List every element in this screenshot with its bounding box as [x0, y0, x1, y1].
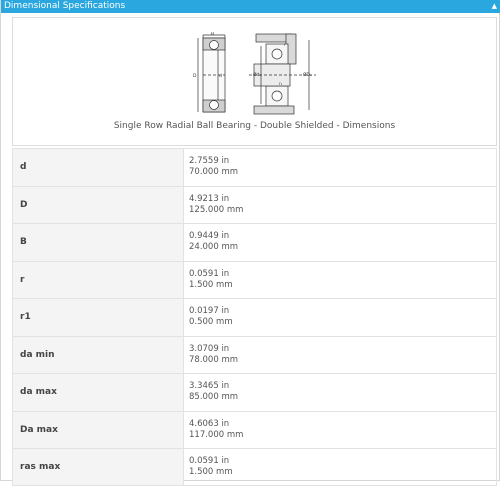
label-Da: ØDₐ — [303, 73, 312, 78]
spec-value-mm: 117.000 mm — [189, 429, 244, 440]
spec-value-inch: 0.9449 in — [189, 231, 230, 242]
label-D: D — [193, 74, 197, 79]
spec-value-inch: 3.0709 in — [189, 343, 230, 354]
label-B: B — [211, 32, 215, 37]
table-row — [12, 373, 497, 411]
spec-value-mm: 125.000 mm — [189, 204, 244, 215]
spec-value-inch: 0.0197 in — [189, 306, 230, 317]
label-r: r — [284, 42, 286, 47]
spec-value-inch: 4.6063 in — [189, 418, 230, 429]
panel-header[interactable] — [1, 0, 500, 13]
spec-label: B — [12, 224, 184, 261]
table-row — [12, 186, 497, 224]
table-row — [12, 261, 497, 299]
table-row — [12, 448, 497, 486]
spec-value-mm: 85.000 mm — [189, 392, 239, 403]
spec-value-mm: 24.000 mm — [189, 242, 239, 253]
spec-value — [184, 412, 497, 449]
label-d: d — [219, 74, 222, 79]
table-row — [12, 223, 497, 261]
spec-value — [184, 224, 497, 261]
spec-value — [184, 299, 497, 336]
spec-label: d — [12, 149, 184, 186]
spec-value-mm: 70.000 mm — [189, 167, 239, 178]
spec-label: ras max — [12, 449, 184, 485]
panel-title: Dimensional Specifications — [4, 1, 126, 11]
spec-value — [184, 187, 497, 224]
spec-value-mm: 1.500 mm — [189, 279, 233, 290]
spec-table — [12, 148, 497, 486]
label-r1: r₁ — [279, 81, 283, 86]
spec-label: da min — [12, 337, 184, 374]
table-row — [12, 298, 497, 336]
spec-value — [184, 374, 497, 411]
spec-value — [184, 262, 497, 299]
figure-caption: Single Row Radial Ball Bearing - Double Shielded - Dimensions — [113, 121, 396, 131]
spec-value-inch: 3.3465 in — [189, 381, 230, 392]
spec-value-mm: 0.500 mm — [189, 317, 233, 328]
spec-label: Da max — [12, 412, 184, 449]
table-row — [12, 336, 497, 374]
bearing-figure — [12, 17, 497, 146]
spec-value — [184, 337, 497, 374]
bearing-dimension-diagram — [191, 32, 331, 118]
chevron-up-icon[interactable]: ▲ — [491, 2, 497, 10]
label-da: Ødₐ — [253, 73, 262, 78]
spec-value-inch: 4.9213 in — [189, 193, 230, 204]
spec-value-inch: 0.0591 in — [189, 268, 230, 279]
spec-value-inch: 0.0591 in — [189, 455, 230, 466]
spec-value-mm: 1.500 mm — [189, 466, 233, 477]
spec-label: D — [12, 187, 184, 224]
spec-value — [184, 149, 497, 186]
spec-label: da max — [12, 374, 184, 411]
spec-label: r1 — [12, 299, 184, 336]
table-row — [12, 148, 497, 186]
spec-value-mm: 78.000 mm — [189, 354, 239, 365]
table-row — [12, 411, 497, 449]
spec-value — [184, 449, 497, 485]
spec-value-inch: 2.7559 in — [189, 156, 230, 167]
spec-label: r — [12, 262, 184, 299]
